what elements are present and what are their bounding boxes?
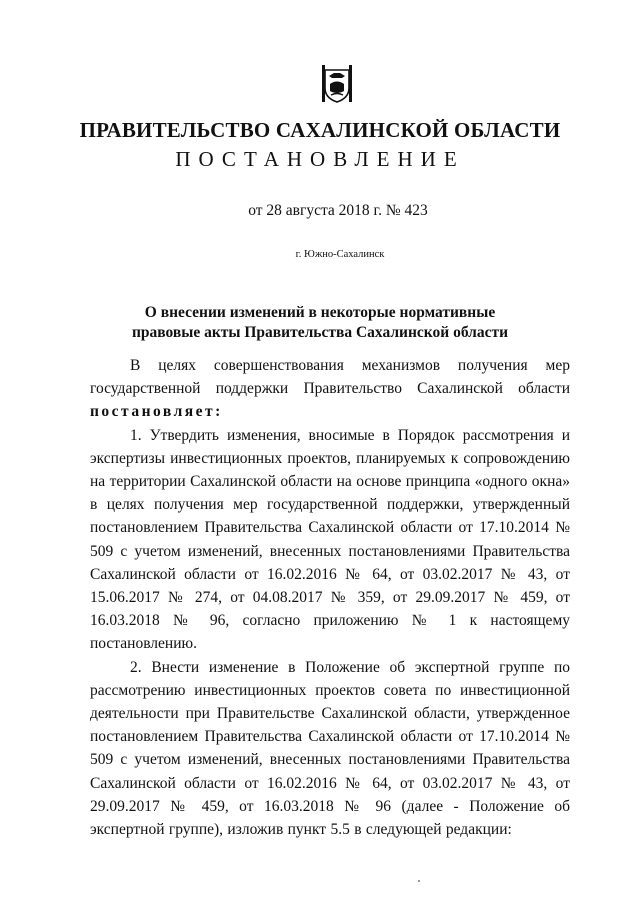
decree-word: постановляет: bbox=[90, 403, 223, 421]
document-type: ПОСТАНОВЛЕНИЕ bbox=[175, 147, 465, 171]
scan-speck bbox=[418, 880, 420, 882]
coat-of-arms-icon bbox=[322, 64, 352, 104]
subject-line-2: правовые акты Правительства Сахалинской области bbox=[131, 324, 509, 341]
organization-title: ПРАВИТЕЛЬСТВО САХАЛИНСКОЙ ОБЛАСТИ bbox=[79, 118, 561, 142]
item-2-paragraph: 2. Внести изменение в Положение об экспертной группе по рассмотрению инвестиционных проектов совета по инвестиционной деятельности при Правительстве Сахалинской области, утвержденное постановлением Правительства Сахалинской области от 17.10.2014 № 509 с учетом изменений, внесенных постановлениями Правительства Сахалинской области от 16.02.2016 № 64, от 03.02.2017 № 43, от 29.09.2017 № 459, от 16.03.2018 № 96 (далее - Положение об экспертной группе), изложив пункт 5.5 в следующей редакции: bbox=[90, 658, 570, 839]
preamble-paragraph bbox=[90, 354, 570, 424]
item-1-paragraph: 1. Утвердить изменения, вносимые в Порядок рассмотрения и экспертизы инвестиционных проектов, планируемых к сопровождению на территории Сахалинской области на основе принципа «одного окна» в целях получения мер государственной поддержки, утвержденный постановлением Правительства Сахалинской области от 17.10.2014 № 509 с учетом изменений, внесенных постановлениями Правительства Сахалинской области от 16.02.2016 № 64, от 03.02.2017 № 43, от 15.06.2017 № 274, от 04.08.2017 № 359, от 29.09.2017 № 459, от 16.03.2018 № 96, согласно приложению № 1 к настоящему постановлению. bbox=[90, 426, 570, 653]
preamble-text: В целях совершенствования механизмов получения мер государственной поддержки Правительство Сахалинской области bbox=[90, 357, 570, 398]
document-subject bbox=[0, 303, 640, 343]
document-body bbox=[90, 354, 570, 841]
document-date-number: от 28 августа 2018 г. № 423 bbox=[248, 202, 428, 219]
subject-line-1: О внесении изменений в некоторые нормативные bbox=[144, 304, 496, 321]
city-name: г. Южно-Сахалинск bbox=[295, 249, 385, 260]
